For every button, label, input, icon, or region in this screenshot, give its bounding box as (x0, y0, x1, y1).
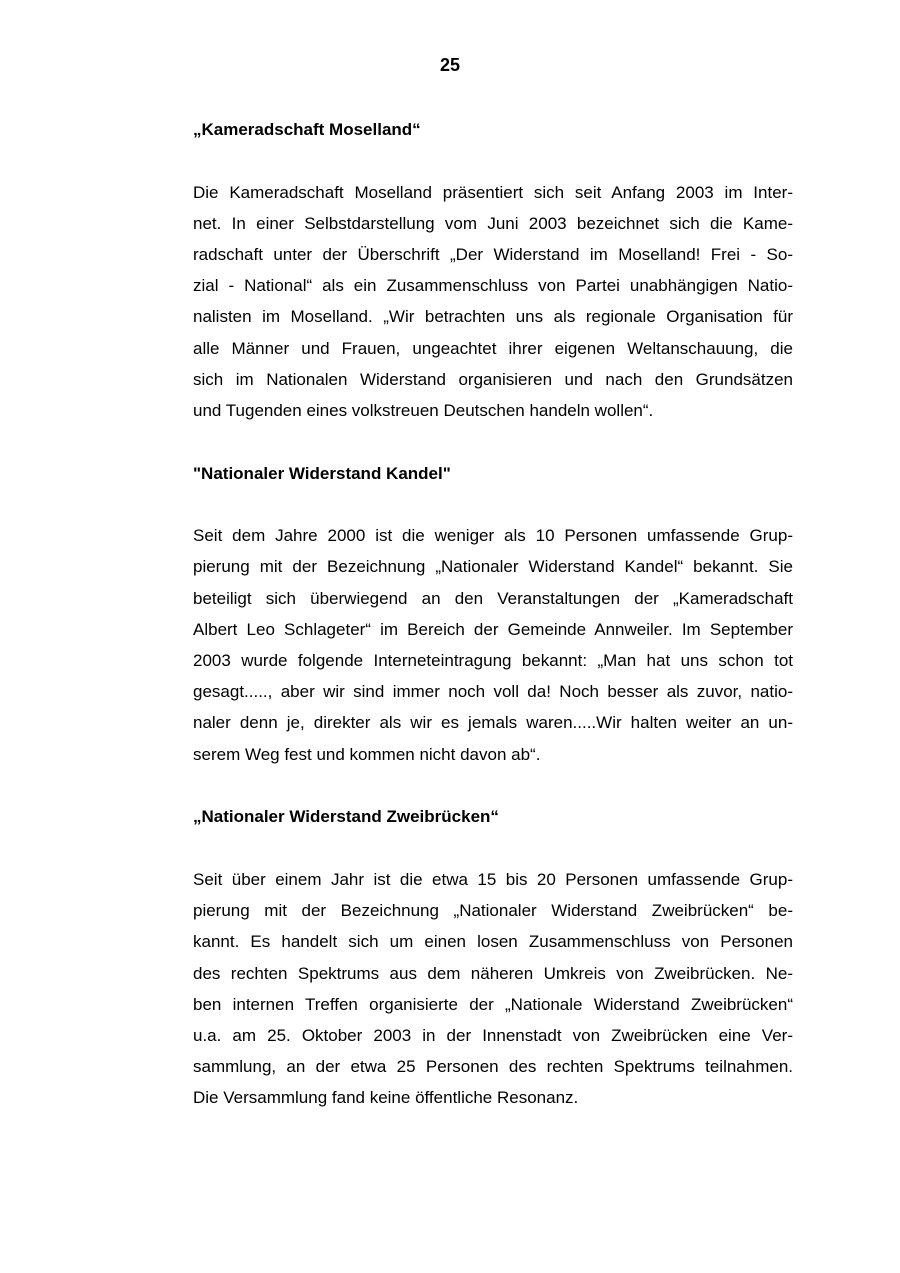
paragraph-line: radschaft unter der Überschrift „Der Widerstand im Moselland! Frei - So- (193, 244, 793, 264)
section-heading: "Nationaler Widerstand Kandel" (193, 463, 451, 483)
paragraph-line: beteiligt sich überwiegend an den Veranstaltungen der „Kameradschaft (193, 588, 793, 608)
paragraph-line: zial - National“ als ein Zusammenschluss von Partei unabhängigen Natio- (193, 276, 793, 296)
section-paragraph (193, 520, 793, 770)
paragraph-line: Die Versammlung fand keine öffentliche Resonanz. (193, 1088, 579, 1108)
paragraph-line: gesagt....., aber wir sind immer noch voll da! Noch besser als zuvor, natio- (193, 682, 793, 702)
paragraph-line: serem Weg fest und kommen nicht davon ab“. (193, 744, 541, 764)
section-paragraph (193, 864, 793, 1114)
section-nationaler-widerstand-kandel (193, 458, 793, 770)
paragraph-line: des rechten Spektrums aus dem näheren Umkreis von Zweibrücken. Ne- (193, 963, 793, 983)
paragraph-line: sich im Nationalen Widerstand organisieren und nach den Grundsätzen (193, 369, 793, 389)
paragraph-line: Seit über einem Jahr ist die etwa 15 bis 20 Personen umfassende Grup- (193, 869, 793, 889)
section-kameradschaft-moselland (193, 114, 793, 426)
section-paragraph (193, 177, 793, 427)
paragraph-line: net. In einer Selbstdarstellung vom Juni 2003 bezeichnet sich die Kame- (193, 213, 793, 233)
paragraph-line: 2003 wurde folgende Interneteintragung bekannt: „Man hat uns schon tot (193, 651, 793, 671)
paragraph-line: und Tugenden eines volkstreuen Deutschen handeln wollen“. (193, 400, 654, 420)
paragraph-line: Seit dem Jahre 2000 ist die weniger als 10 Personen umfassende Grup- (193, 526, 793, 546)
paragraph-line: kannt. Es handelt sich um einen losen Zusammenschluss von Personen (193, 932, 793, 952)
paragraph-line: pierung mit der Bezeichnung „Nationaler Widerstand Kandel“ bekannt. Sie (193, 557, 793, 577)
paragraph-line: ben internen Treffen organisierte der „Nationale Widerstand Zweibrücken“ (193, 994, 793, 1014)
section-heading: „Nationaler Widerstand Zweibrücken“ (193, 807, 499, 827)
paragraph-line: Albert Leo Schlageter“ im Bereich der Gemeinde Annweiler. Im September (193, 619, 793, 639)
page-content (193, 114, 793, 1113)
paragraph-line: sammlung, an der etwa 25 Personen des rechten Spektrums teilnahmen. (193, 1057, 793, 1077)
paragraph-line: pierung mit der Bezeichnung „Nationaler Widerstand Zweibrücken“ be- (193, 901, 793, 921)
page-number: 25 (439, 55, 461, 75)
paragraph-line: Die Kameradschaft Moselland präsentiert sich seit Anfang 2003 im Inter- (193, 182, 793, 202)
paragraph-line: alle Männer und Frauen, ungeachtet ihrer eigenen Weltanschauung, die (193, 338, 793, 358)
section-nationaler-widerstand-zweibruecken (193, 801, 793, 1113)
section-heading: „Kameradschaft Moselland“ (193, 120, 421, 139)
paragraph-line: u.a. am 25. Oktober 2003 in der Innenstadt von Zweibrücken eine Ver- (193, 1025, 793, 1045)
paragraph-line: naler denn je, direkter als wir es jemals waren.....Wir halten weiter an un- (193, 713, 793, 733)
paragraph-line: nalisten im Moselland. „Wir betrachten uns als regionale Organisation für (193, 307, 793, 327)
